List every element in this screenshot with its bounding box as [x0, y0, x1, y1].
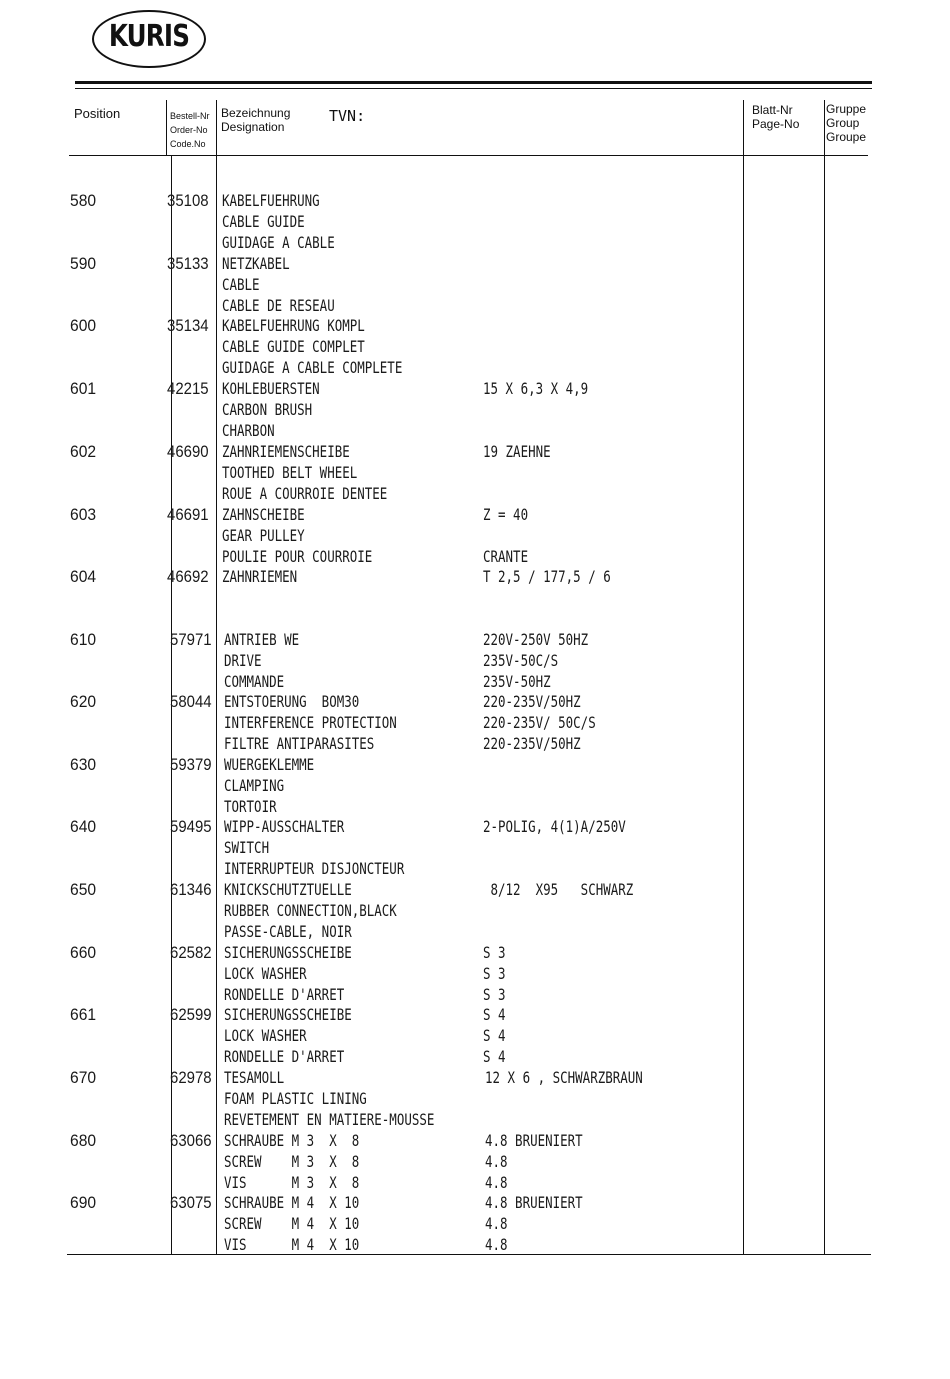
row-position: 610	[70, 630, 97, 649]
header-designation-label: Designation	[221, 120, 285, 134]
table-row	[0, 190, 950, 253]
table-row	[0, 441, 950, 504]
designation-line: LOCK WASHER	[224, 964, 307, 983]
designation-line: GUIDAGE A CABLE	[222, 233, 335, 252]
designation-line: TORTOIR	[224, 797, 277, 816]
row-designation	[224, 942, 388, 1005]
row-designation	[222, 315, 453, 378]
row-position: 603	[70, 505, 97, 524]
header-thick-rule	[75, 81, 872, 84]
designation-line: SWITCH	[224, 838, 270, 857]
designation-line: CLAMPING	[224, 776, 285, 795]
designation-line: ENTSTOERUNG BOM30	[224, 692, 360, 711]
table-row	[0, 504, 950, 567]
row-order-number: 46690	[167, 442, 209, 461]
designation-line: ZAHNRIEMENSCHEIBE	[222, 442, 350, 461]
specification-line: Z = 40	[483, 505, 529, 524]
designation-line: CABLE GUIDE	[222, 212, 305, 231]
specification-line: S 4	[483, 1026, 506, 1045]
specification-line: S 3	[483, 943, 506, 962]
row-specification	[483, 504, 541, 567]
header-position: Position	[74, 106, 121, 121]
row-designation	[222, 504, 415, 567]
row-position: 600	[70, 316, 97, 335]
row-designation	[224, 754, 340, 817]
specification-line: 235V-50HZ	[483, 672, 551, 691]
specification-line	[483, 837, 626, 858]
row-position: 620	[70, 692, 97, 711]
row-designation	[224, 691, 446, 754]
table-row	[0, 754, 950, 817]
column-divider-code-header	[166, 100, 167, 156]
row-position: 590	[70, 254, 97, 273]
specification-line	[483, 921, 633, 942]
specification-line	[483, 587, 611, 608]
row-position: 661	[70, 1005, 97, 1024]
specification-line: 235V-50C/S	[483, 651, 559, 670]
designation-line: INTERFERENCE PROTECTION	[224, 713, 397, 732]
row-order-number: 42215	[167, 379, 209, 398]
designation-line: KNICKSCHUTZTUELLE	[224, 880, 352, 899]
designation-line: SCREW M 3 X 8	[224, 1152, 360, 1171]
row-designation	[222, 190, 367, 253]
row-order-number: 61346	[170, 880, 212, 899]
specification-line	[483, 525, 528, 546]
designation-line: TOOTHED BELT WHEEL	[222, 463, 358, 482]
row-order-number: 62599	[170, 1005, 212, 1024]
row-specification	[483, 691, 628, 754]
specification-line: 19 ZAEHNE	[483, 442, 551, 461]
table-row	[0, 378, 950, 441]
header-designation	[221, 106, 290, 134]
designation-line: SCHRAUBE M 4 X 10	[224, 1193, 360, 1212]
specification-line: 220V-250V 50HZ	[483, 630, 589, 649]
table-row	[0, 691, 950, 754]
table-row	[0, 942, 950, 1005]
row-specification	[483, 441, 570, 504]
specification-line	[485, 1109, 643, 1130]
header-groupe: Groupe	[826, 130, 867, 144]
row-specification	[483, 816, 666, 879]
specification-line: 4.8 BRUENIERT	[485, 1193, 583, 1212]
row-order-number: 59379	[170, 755, 212, 774]
row-order-number: 63075	[170, 1193, 212, 1212]
row-designation	[222, 378, 347, 441]
table-row	[0, 629, 950, 692]
row-position: 680	[70, 1131, 97, 1150]
specification-line	[483, 608, 611, 629]
designation-line: ROUE A COURROIE DENTEE	[222, 484, 388, 503]
row-order-number: 58044	[170, 692, 212, 711]
specification-line: S 4	[483, 1047, 506, 1066]
designation-line: CABLE DE RESEAU	[222, 296, 335, 315]
row-designation	[224, 1130, 397, 1193]
row-order-number: 35133	[167, 254, 209, 273]
specification-line: CRANTE	[483, 547, 529, 566]
row-position: 604	[70, 567, 97, 586]
row-order-number: 35134	[167, 316, 209, 335]
specification-line: 4.8	[485, 1235, 508, 1254]
designation-line: SICHERUNGSSCHEIBE	[224, 943, 352, 962]
specification-line: S 4	[483, 1005, 506, 1024]
designation-line	[222, 608, 297, 629]
header-group-label: Group	[826, 116, 860, 130]
specification-line	[483, 900, 633, 921]
table-row	[0, 879, 950, 942]
row-designation	[222, 253, 367, 316]
row-order-number: 63066	[170, 1131, 212, 1150]
header-page-no: Page-No	[752, 117, 800, 131]
row-position: 650	[70, 880, 97, 899]
designation-line: FILTRE ANTIPARASITES	[224, 734, 375, 753]
row-designation	[224, 1192, 397, 1255]
designation-line: KABELFUEHRUNG	[222, 191, 320, 210]
specification-line: S 3	[483, 964, 506, 983]
specification-line	[483, 858, 626, 879]
designation-line: CABLE	[222, 275, 260, 294]
designation-line: SCREW M 4 X 10	[224, 1214, 360, 1233]
row-order-number: 62582	[170, 943, 212, 962]
row-position: 690	[70, 1193, 97, 1212]
specification-line: 220-235V/50HZ	[483, 692, 581, 711]
designation-line: KOHLEBUERSTEN	[222, 379, 320, 398]
designation-line	[222, 587, 297, 608]
table-row	[0, 1192, 950, 1255]
designation-line: RONDELLE D'ARRET	[224, 1047, 345, 1066]
row-position: 660	[70, 943, 97, 962]
specification-line: 4.8	[485, 1214, 508, 1233]
specification-line	[483, 462, 551, 483]
designation-line: WIPP-AUSSCHALTER	[224, 817, 345, 836]
row-specification	[483, 942, 512, 1005]
designation-line: ZAHNRIEMEN	[222, 567, 298, 586]
row-position: 630	[70, 755, 97, 774]
row-specification	[485, 1067, 687, 1130]
table-row	[0, 1067, 950, 1130]
row-designation	[222, 566, 318, 629]
table-row	[0, 1004, 950, 1067]
row-position: 640	[70, 817, 97, 836]
header-group	[826, 102, 866, 144]
specification-line: 15 X 6,3 X 4,9	[483, 379, 589, 398]
row-position: 601	[70, 379, 97, 398]
row-order-number: 46691	[167, 505, 209, 524]
kuris-logo	[92, 10, 206, 68]
specification-line: 4.8	[485, 1173, 508, 1192]
header-blatt-nr: Blatt-Nr	[752, 103, 793, 117]
designation-line: POULIE POUR COURROIE	[222, 547, 373, 566]
designation-line: KABELFUEHRUNG KOMPL	[222, 316, 365, 335]
specification-line: 220-235V/50HZ	[483, 734, 581, 753]
specification-line: 8/12 X95 SCHWARZ	[483, 880, 634, 899]
row-designation	[222, 441, 434, 504]
designation-line: RONDELLE D'ARRET	[224, 985, 345, 1004]
specification-line: S 3	[483, 985, 506, 1004]
row-order-number: 46692	[167, 567, 209, 586]
table-row	[0, 1130, 950, 1193]
table-row	[0, 315, 950, 378]
row-designation	[224, 1004, 388, 1067]
header-order-number	[170, 109, 210, 151]
designation-line: DRIVE	[224, 651, 262, 670]
designation-line: SICHERUNGSSCHEIBE	[224, 1005, 352, 1024]
designation-line: ZAHNSCHEIBE	[222, 505, 305, 524]
designation-line: CABLE GUIDE COMPLET	[222, 337, 365, 356]
row-specification	[483, 629, 618, 692]
designation-line: WUERGEKLEMME	[224, 755, 315, 774]
row-order-number: 35108	[167, 191, 209, 210]
row-specification	[485, 1130, 610, 1193]
specification-line	[483, 483, 551, 504]
designation-line: NETZKABEL	[222, 254, 290, 273]
header-bestell-nr: Bestell-Nr	[170, 111, 210, 121]
row-order-number: 57971	[170, 630, 212, 649]
specification-line	[483, 420, 588, 441]
header-bezeichnung: Bezeichnung	[221, 106, 291, 120]
row-specification	[483, 378, 618, 441]
row-specification	[483, 879, 676, 942]
row-designation	[224, 1067, 494, 1130]
specification-line: 220-235V/ 50C/S	[483, 713, 596, 732]
designation-line: VIS M 4 X 10	[224, 1235, 360, 1254]
designation-line: COMMANDE	[224, 672, 285, 691]
specification-line: 4.8	[485, 1152, 508, 1171]
row-designation	[224, 816, 455, 879]
designation-line: INTERRUPTEUR DISJONCTEUR	[224, 859, 405, 878]
header-code-no: Code.No	[170, 139, 206, 149]
designation-line: LOCK WASHER	[224, 1026, 307, 1045]
designation-line: CARBON BRUSH	[222, 400, 313, 419]
header-order-no: Order-No	[170, 125, 208, 135]
column-divider-desig-header	[216, 100, 217, 156]
table-row	[0, 816, 950, 879]
designation-line: TESAMOLL	[224, 1068, 285, 1087]
logo-text: KURIS	[108, 19, 190, 54]
specification-line: 4.8 BRUENIERT	[485, 1131, 583, 1150]
table-row	[0, 253, 950, 316]
header-page	[752, 103, 799, 131]
designation-line: ANTRIEB WE	[224, 630, 300, 649]
row-designation	[224, 879, 446, 942]
specification-line: T 2,5 / 177,5 / 6	[483, 567, 611, 586]
designation-line: PASSE-CABLE, NOIR	[224, 922, 352, 941]
row-specification	[483, 566, 647, 629]
designation-line: SCHRAUBE M 3 X 8	[224, 1131, 360, 1150]
row-order-number: 62978	[170, 1068, 212, 1087]
specification-line	[483, 399, 588, 420]
specification-line: 12 X 6 , SCHWARZBRAUN	[485, 1068, 643, 1087]
row-position: 670	[70, 1068, 97, 1087]
designation-line: RUBBER CONNECTION,BLACK	[224, 901, 397, 920]
row-position: 602	[70, 442, 97, 461]
row-specification	[485, 1192, 610, 1255]
header-gruppe: Gruppe	[826, 102, 867, 116]
designation-line: VIS M 3 X 8	[224, 1173, 360, 1192]
specification-line	[485, 1088, 643, 1109]
designation-line: GEAR PULLEY	[222, 526, 305, 545]
row-designation	[224, 629, 320, 692]
header-tvn: TVN:	[329, 107, 366, 125]
row-position: 580	[70, 191, 97, 210]
designation-line: FOAM PLASTIC LINING	[224, 1089, 367, 1108]
specification-line: 2-POLIG, 4(1)A/250V	[483, 817, 626, 836]
designation-line: REVETEMENT EN MATIERE-MOUSSE	[224, 1110, 435, 1129]
designation-line: CHARBON	[222, 421, 275, 440]
row-order-number: 59495	[170, 817, 212, 836]
table-row	[0, 566, 950, 629]
header-thin-rule	[75, 88, 872, 89]
row-specification	[483, 1004, 512, 1067]
header-bottom-rule	[69, 155, 868, 156]
designation-line: GUIDAGE A CABLE COMPLETE	[222, 358, 403, 377]
